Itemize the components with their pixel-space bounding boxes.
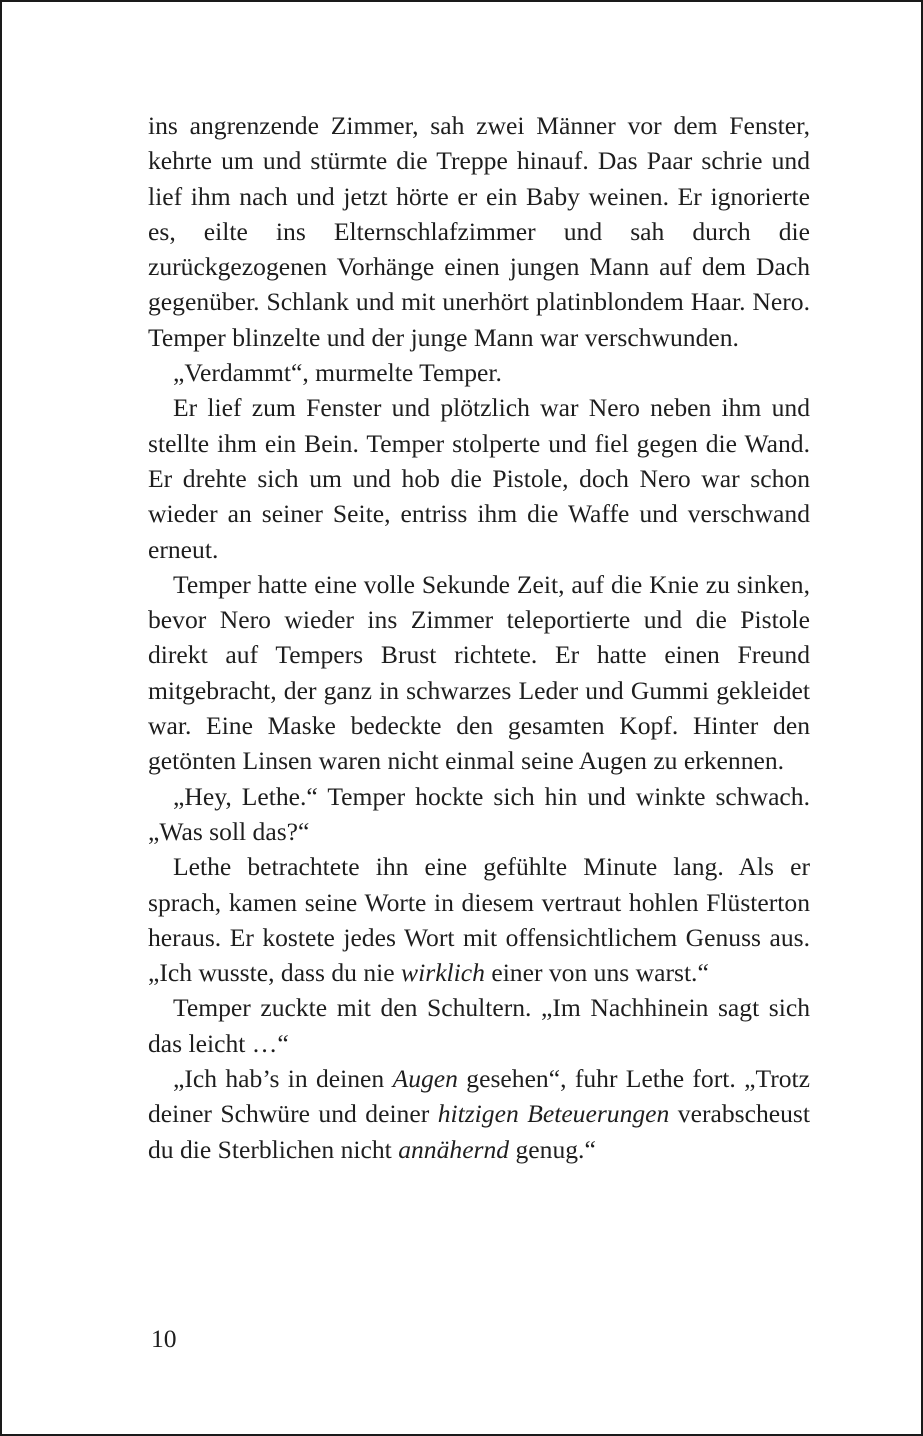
paragraph-3 [148,390,810,566]
text-span: ins angrenzende Zimmer, sah zwei Männer vor dem Fenster, kehrte um und stürmte die Treppe hinauf. Das Paar schrie und lief ihm nach und jetzt hörte er ein Baby weinen. Er ignorierte es, eilte ins Elternschlafzimmer und sah durch die zurückgezogenen Vorhänge einen jungen Mann auf dem Dach gegenüber. Schlank und mit unerhört platinblondem Haar. Nero. Temper blinzelte und der junge Mann war verschwunden. [148,111,810,352]
text-span: verabscheust du die Sterblichen nicht [148,1099,810,1164]
italic-span: hitzigen Beteuerungen [437,1099,670,1129]
text-span: Er lief zum Fenster und plötzlich war Nero neben ihm und stellte ihm ein Bein. Temper stolperte und fiel gegen die Wand. Er drehte sich um und hob die Pistole, doch Nero war schon wieder an seiner Seite, entriss ihm die Waffe und verschwand erneut. [148,393,810,564]
text-span: genug.“ [509,1134,596,1164]
text-span: „Hey, Lethe.“ Temper hockte sich hin und winkte schwach. „Was soll das?“ [148,781,810,846]
paragraph-5 [148,779,810,850]
text-span: einer von uns warst.“ [484,958,709,988]
paragraph-2 [148,355,810,390]
text-span: „Verdammt“, murmelte Temper. [173,358,502,388]
text-span: Lethe betrachtete ihn eine gefühlte Minute lang. Als er sprach, kamen seine Worte in diesem vertraut hohlen Flüsterton heraus. Er kostete jedes Wort mit offensichtlichem Genuss aus. „Ich wusste, dass du nie [148,852,810,988]
italic-span: annähernd [398,1134,510,1164]
paragraph-4 [148,567,810,779]
text-span: „Ich hab’s in deinen [173,1064,393,1094]
body-text [148,108,810,1167]
paragraph-7 [148,990,810,1061]
italic-span: wirklich [401,958,485,988]
page-number: 10 [151,1324,177,1353]
paragraph-8 [148,1061,810,1167]
text-span: Temper zuckte mit den Schultern. „Im Nachhinein sagt sich das leicht …“ [148,993,810,1058]
text-span: Temper hatte eine volle Sekunde Zeit, auf die Knie zu sinken, bevor Nero wieder ins Zimmer teleportierte und die Pistole direkt auf Tempers Brust richtete. Er hatte einen Freund mitgebracht, der ganz in schwarzes Leder und Gummi gekleidet war. Eine Maske bedeckte den gesamten Kopf. Hinter den getönten Linsen waren nicht einmal seine Augen zu erkennen. [148,569,810,776]
paragraph-6 [148,849,810,990]
italic-span: Augen [392,1064,458,1094]
paragraph-1 [148,108,810,355]
text-span: gesehen“, fuhr Lethe fort. „Trotz deiner Schwüre und deiner [148,1064,810,1129]
